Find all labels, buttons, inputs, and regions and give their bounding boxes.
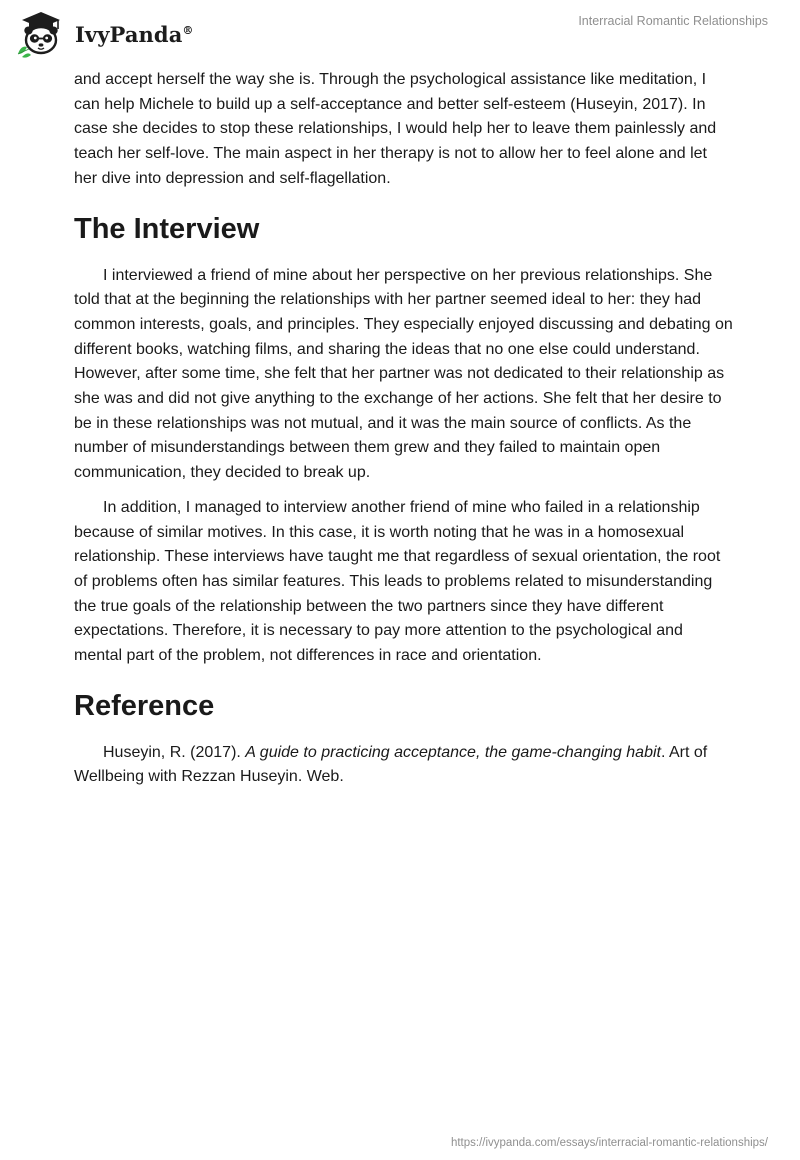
brand-name [75,22,194,47]
interview-paragraph-1: I interviewed a friend of mine about her perspective on her previous relationships. She told that at the beginning the relationships with her partner seemed ideal to her: they had common interests, goals, and principles. They especially enjoyed discussing and debating on different books, watching films, and sharing the ideas that no one else could understand. However, after some time, she felt that her partner was not dedicated to their relationship as she was and did not give anything to the exchange of her actions. She felt that her desire to be in these relationships was not mutual, and it was the main source of conflicts. As the number of misunderstandings between them grew and they failed to maintain open communication, they decided to break up. [74,266,733,482]
reference-entry [74,741,734,790]
reference-title: A guide to practicing acceptance, the game-changing habit [245,743,661,761]
interview-paragraph-2: In addition, I managed to interview another friend of mine who failed in a relationship because of similar motives. In this case, it is worth noting that he was in a homosexual relationship. These interviews have taught me that regardless of sexual orientation, the root of problems often has similar features. This leads to problems related to misunderstanding the true goals of the relationship between the two partners since they have different expectations. Therefore, it is necessary to pay more attention to the psychological and mental part of the problem, not differences in race and orientation. [74,498,721,665]
page-header [0,0,800,70]
interview-heading: The Interview [74,212,260,245]
ivypanda-logo[interactable] [14,9,194,59]
document-title: Interracial Romantic Relationships [578,14,768,28]
essay-content [74,68,734,800]
panda-logo-icon [14,9,68,59]
reference-author-year: Huseyin, R. (2017). [103,743,246,761]
reference-publisher: . Art of Wellbeing with Rezzan Huseyin. Web. [74,743,708,786]
intro-paragraph: and accept herself the way she is. Through the psychological assistance like meditation, I can help Michele to build up a self-acceptance and better self-esteem (Huseyin, 2017). In case she decides to stop these relationships, I would help her to leave them painlessly and teach her self-love. The main aspect in her therapy is not to allow her to feel alone and let her dive into depression and self-flagellation. [74,71,717,187]
registered-mark: ® [182,23,194,37]
brand-name-text: IvyPanda [75,21,183,47]
reference-heading: Reference [74,689,215,722]
source-url[interactable]: https://ivypanda.com/essays/interracial-romantic-relationships/ [450,1137,768,1149]
